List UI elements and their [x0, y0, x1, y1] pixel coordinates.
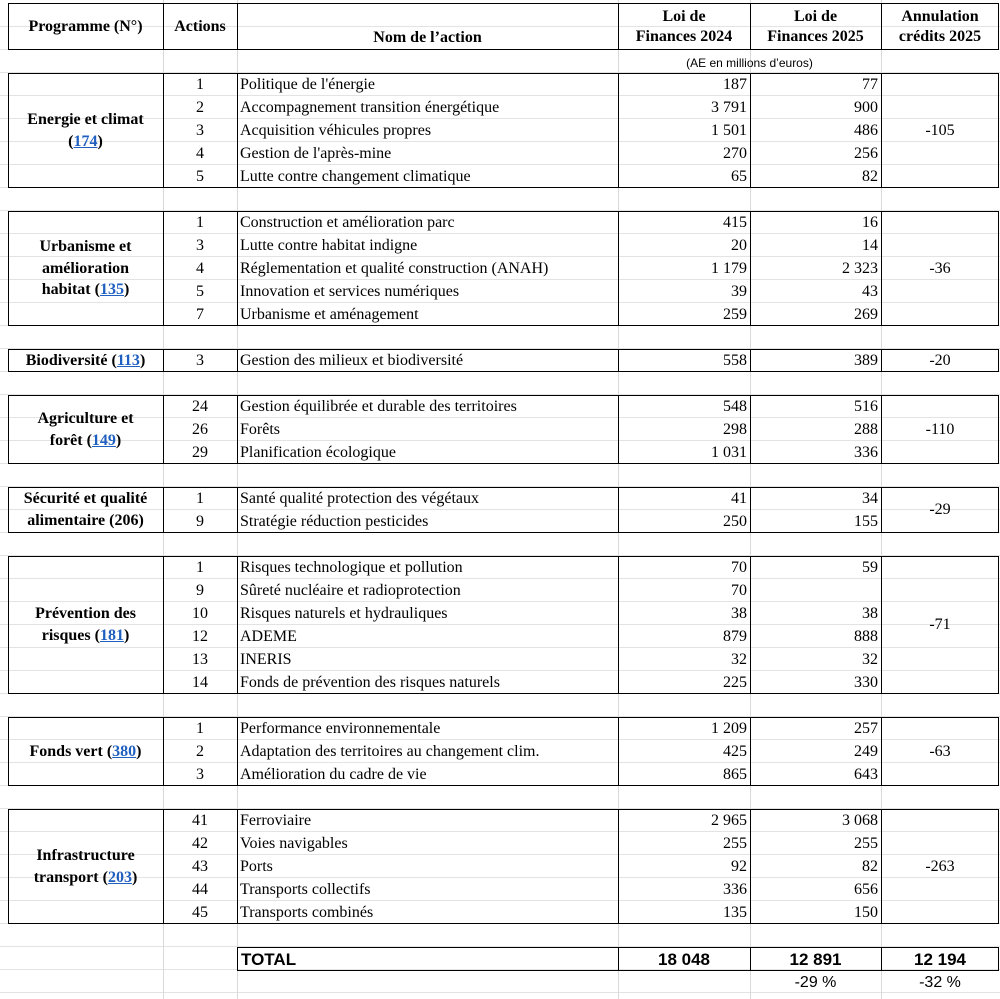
- action-number: 3: [196, 351, 204, 369]
- lfi-2024-value: 41: [731, 489, 747, 507]
- lfi-2024-value: 548: [723, 397, 747, 415]
- lfi-2025-value: 486: [854, 121, 878, 139]
- column-divider: [237, 211, 238, 326]
- lfi-2025-value: 43: [862, 282, 878, 300]
- lfi-2024-value: 1 031: [711, 443, 747, 461]
- action-name: Planification écologique: [240, 443, 396, 461]
- action-name: Gestion équilibrée et durable des territoires: [240, 397, 517, 415]
- lfi-2025-value: 32: [862, 650, 878, 668]
- programme-name-line: [34, 867, 138, 889]
- action-name: Fonds de prévention des risques naturels: [240, 673, 500, 691]
- action-name: Urbanisme et aménagement: [240, 305, 419, 323]
- programme-name: [8, 556, 163, 694]
- lfi-2024-value: 20: [731, 236, 747, 254]
- annulation-value: [881, 487, 999, 533]
- lfi-2024-value: 415: [723, 213, 747, 231]
- programme-code: (149): [82, 431, 122, 449]
- header-lfi-2024: Loi de Finances 2024: [635, 7, 733, 45]
- programme-code: (206): [105, 512, 144, 529]
- annulation-text: -63: [929, 742, 951, 760]
- lfi-2025-value: 38: [862, 604, 878, 622]
- action-number: 2: [196, 742, 204, 760]
- programme-code-link[interactable]: 203: [107, 868, 132, 886]
- action-number: 12: [192, 627, 208, 645]
- action-name: Gestion des milieux et biodiversité: [240, 351, 464, 369]
- lfi-2024-value: 298: [723, 420, 747, 438]
- action-name: Santé qualité protection des végétaux: [240, 489, 480, 507]
- annulation-text: -36: [929, 259, 951, 277]
- column-divider: [237, 487, 238, 533]
- action-name: Forêts: [240, 420, 280, 438]
- lfi-2025-value: 330: [854, 673, 878, 691]
- programme-code-link[interactable]: 135: [99, 281, 124, 299]
- annulation-text: -105: [925, 121, 955, 139]
- programme-code-text: 206: [114, 512, 139, 529]
- action-number: 2: [196, 98, 204, 116]
- programme-code: (203): [98, 868, 138, 886]
- action-number: 41: [192, 811, 208, 829]
- lfi-2025-value: 256: [854, 144, 878, 162]
- column-divider: [237, 395, 238, 464]
- programme-name-text: Sécurité et qualité: [23, 490, 148, 508]
- action-number: 9: [196, 581, 204, 599]
- programme-name-line: [50, 430, 122, 452]
- action-name: Gestion de l'après-mine: [240, 144, 392, 162]
- lfi-2025-value: 888: [854, 627, 878, 645]
- programme-name-text: amélioration: [41, 259, 130, 277]
- lfi-2025-value: 249: [854, 742, 878, 760]
- lfi-2025-value: 82: [862, 857, 878, 875]
- column-divider: [237, 556, 238, 694]
- lfi-2024-value: 1 209: [711, 719, 747, 737]
- action-number: 3: [196, 765, 204, 783]
- lfi-2025-value: 3 068: [842, 811, 878, 829]
- lfi-2024-value: 336: [723, 880, 747, 898]
- lfi-2025-value: 516: [854, 397, 878, 415]
- action-name: Amélioration du cadre de vie: [240, 765, 427, 783]
- action-number: 7: [196, 305, 204, 323]
- lfi-2025-value: 82: [862, 167, 878, 185]
- lfi-2025-value: 16: [862, 213, 878, 231]
- annulation-value: [881, 809, 999, 924]
- programme-name-line: [24, 488, 148, 510]
- lfi-2024-value: 39: [731, 282, 747, 300]
- programme-name-text: Infrastructure: [36, 846, 135, 864]
- action-number: 1: [196, 558, 204, 576]
- pct-annulation: -32 %: [919, 974, 961, 991]
- lfi-2025-value: 59: [862, 558, 878, 576]
- action-number: 42: [192, 834, 208, 852]
- programme-name: [8, 809, 163, 924]
- lfi-2024-value: 187: [723, 75, 747, 93]
- programme-name-text: Fonds vert: [29, 742, 103, 760]
- lfi-2024-value: 259: [723, 305, 747, 323]
- action-name: INERIS: [240, 650, 292, 668]
- action-number: 29: [192, 443, 208, 461]
- lfi-2025-value: 14: [862, 236, 878, 254]
- programme-name-text: Energie et climat: [27, 110, 144, 128]
- programme-name: [8, 717, 163, 786]
- programme-code-link[interactable]: 174: [73, 132, 98, 150]
- programme-code-link[interactable]: 149: [91, 431, 116, 449]
- lfi-2024-value: 865: [723, 765, 747, 783]
- programme-code-link[interactable]: 380: [112, 742, 137, 760]
- action-name: Réglementation et qualité construction (ANAH): [240, 259, 549, 277]
- action-number: 3: [196, 121, 204, 139]
- action-number: 43: [192, 857, 208, 875]
- programme-name: [8, 349, 163, 372]
- pct-lfi-2025: -29 %: [794, 974, 837, 991]
- action-number: 9: [196, 512, 204, 530]
- programme-name-line: [27, 510, 144, 532]
- lfi-2025-value: 255: [854, 834, 878, 852]
- action-name: Voies navigables: [240, 834, 348, 852]
- annulation-text: -71: [929, 616, 951, 633]
- programme-name-line: [42, 279, 130, 301]
- annulation-value: [881, 556, 999, 694]
- lfi-2025-value: 77: [862, 75, 878, 93]
- programme-name-line: [36, 845, 134, 867]
- programme-code-link[interactable]: 113: [116, 351, 140, 369]
- action-number: 3: [196, 236, 204, 254]
- programme-name-line: [42, 625, 130, 647]
- header-lfi-2025: Loi de Finances 2025: [767, 7, 864, 45]
- action-name: Risques technologique et pollution: [240, 558, 463, 576]
- lfi-2025-value: 643: [854, 765, 878, 783]
- action-name: ADEME: [240, 627, 297, 645]
- lfi-2025-value: 34: [862, 489, 878, 507]
- lfi-2024-value: 32: [731, 650, 747, 668]
- programme-code: (135): [90, 281, 130, 299]
- header-nom-action: Nom de l’action: [373, 29, 482, 46]
- action-number: 1: [196, 75, 204, 93]
- action-name: Lutte contre habitat indigne: [240, 236, 418, 254]
- column-divider: [237, 349, 238, 372]
- header-actions: Actions: [174, 18, 226, 35]
- programme-name-text: Biodiversité: [25, 351, 108, 369]
- lfi-2024-value: 70: [731, 558, 747, 576]
- annulation-value: [881, 211, 999, 326]
- lfi-2025-value: 336: [854, 443, 878, 461]
- programme-name-text: habitat: [41, 281, 91, 299]
- lfi-2025-value: 155: [854, 512, 878, 530]
- annulation-value: [881, 717, 999, 786]
- annulation-text: -110: [925, 420, 955, 438]
- lfi-2024-value: 425: [723, 742, 747, 760]
- action-number: 14: [192, 673, 208, 691]
- lfi-2025-value: 257: [854, 719, 878, 737]
- action-name: Lutte contre changement climatique: [240, 167, 471, 185]
- annulation-text: -20: [929, 351, 951, 369]
- lfi-2024-value: 2 965: [711, 811, 747, 829]
- action-name: Ferroviaire: [240, 811, 312, 829]
- action-name: Risques naturels et hydrauliques: [240, 604, 448, 622]
- programme-name: [8, 395, 163, 464]
- lfi-2024-value: 65: [731, 167, 747, 185]
- programme-name-line: [27, 109, 143, 131]
- total-annulation: 12 194: [914, 949, 966, 969]
- programme-name-line: [40, 236, 132, 258]
- lfi-2025-value: 900: [854, 98, 878, 116]
- lfi-2024-value: 70: [731, 581, 747, 599]
- action-number: 5: [196, 282, 204, 300]
- lfi-2024-value: 558: [723, 351, 747, 369]
- action-name: Transports combinés: [240, 903, 374, 921]
- lfi-2024-value: 38: [731, 604, 747, 622]
- lfi-2024-value: 92: [731, 857, 747, 875]
- programme-name-text: Agriculture et: [37, 409, 134, 427]
- action-name: Stratégie réduction pesticides: [240, 512, 429, 530]
- lfi-2025-value: [750, 579, 878, 602]
- programme-name-line: [35, 603, 136, 625]
- action-number: 1: [196, 719, 204, 737]
- programme-code: (113): [107, 351, 146, 369]
- action-number: 45: [192, 903, 208, 921]
- units-note: (AE en millions d’euros): [686, 56, 813, 70]
- programme-name-text: Prévention des: [35, 605, 136, 623]
- lfi-2024-value: 250: [723, 512, 747, 530]
- programme-name-line: [26, 350, 146, 372]
- action-name: Performance environnementale: [240, 719, 441, 737]
- lfi-2024-value: 135: [723, 903, 747, 921]
- action-name: Adaptation des territoires au changement clim.: [240, 742, 540, 760]
- programme-name-text: alimentaire: [27, 512, 106, 529]
- annulation-value: [881, 73, 999, 188]
- programme-name-text: transport: [33, 868, 99, 886]
- lfi-2025-value: 288: [854, 420, 878, 438]
- programme-code: (174): [68, 132, 103, 150]
- lfi-2025-value: 656: [854, 880, 878, 898]
- programme-name-line: [37, 408, 133, 430]
- action-name: Accompagnement transition énergétique: [240, 98, 500, 116]
- action-number: 44: [192, 880, 208, 898]
- programme-code: (380): [102, 742, 142, 760]
- programme-code-link[interactable]: 181: [99, 627, 124, 644]
- action-name: Innovation et services numériques: [240, 282, 460, 300]
- action-name: Acquisition véhicules propres: [240, 121, 432, 139]
- column-divider: [237, 717, 238, 786]
- programme-name: [8, 73, 163, 188]
- header-annulation: Annulation crédits 2025: [898, 7, 982, 45]
- programme-name: [8, 211, 163, 326]
- action-name: Transports collectifs: [240, 880, 371, 898]
- annulation-value: [881, 349, 999, 372]
- action-name: Ports: [240, 857, 273, 875]
- action-number: 4: [196, 144, 204, 162]
- total-lfi-2024: 18 048: [658, 949, 710, 969]
- total-lfi-2025: 12 891: [789, 949, 842, 969]
- annulation-value: [881, 395, 999, 464]
- action-number: 13: [192, 650, 208, 668]
- lfi-2025-value: 150: [854, 903, 878, 921]
- action-name: Construction et amélioration parc: [240, 213, 455, 231]
- annulation-text: -29: [929, 501, 951, 518]
- programme-name-text: forêt: [49, 431, 83, 449]
- lfi-2024-value: 879: [723, 627, 747, 645]
- lfi-2024-value: 255: [723, 834, 747, 852]
- action-number: 24: [192, 397, 208, 415]
- programme-code: (181): [90, 627, 130, 644]
- column-divider: [237, 809, 238, 924]
- lfi-2025-value: 269: [854, 305, 878, 323]
- action-name: Politique de l'énergie: [240, 75, 375, 93]
- programme-name-line: [30, 741, 142, 763]
- lfi-2025-value: 389: [854, 351, 878, 369]
- lfi-2024-value: 1 501: [711, 121, 747, 139]
- lfi-2024-value: 270: [723, 144, 747, 162]
- lfi-2024-value: 225: [723, 673, 747, 691]
- total-label: TOTAL: [241, 949, 297, 969]
- action-number: 1: [196, 489, 204, 507]
- lfi-2024-value: 3 791: [711, 98, 747, 116]
- programme-name-line: [68, 131, 103, 153]
- action-number: 1: [196, 213, 204, 231]
- programme-name-text: risques: [41, 627, 91, 644]
- lfi-2024-value: 1 179: [711, 259, 747, 277]
- column-divider: [237, 73, 238, 188]
- action-number: 10: [192, 604, 208, 622]
- action-number: 5: [196, 167, 204, 185]
- action-number: 4: [196, 259, 204, 277]
- programme-name-text: Urbanisme et: [39, 238, 132, 256]
- action-name: Sûreté nucléaire et radioprotection: [240, 581, 461, 599]
- lfi-2025-value: 2 323: [842, 259, 878, 277]
- annulation-text: -263: [925, 857, 955, 875]
- programme-name: [8, 487, 163, 533]
- action-number: 26: [192, 420, 208, 438]
- header-programme: Programme (N°): [28, 18, 143, 35]
- programme-name-line: [42, 258, 129, 280]
